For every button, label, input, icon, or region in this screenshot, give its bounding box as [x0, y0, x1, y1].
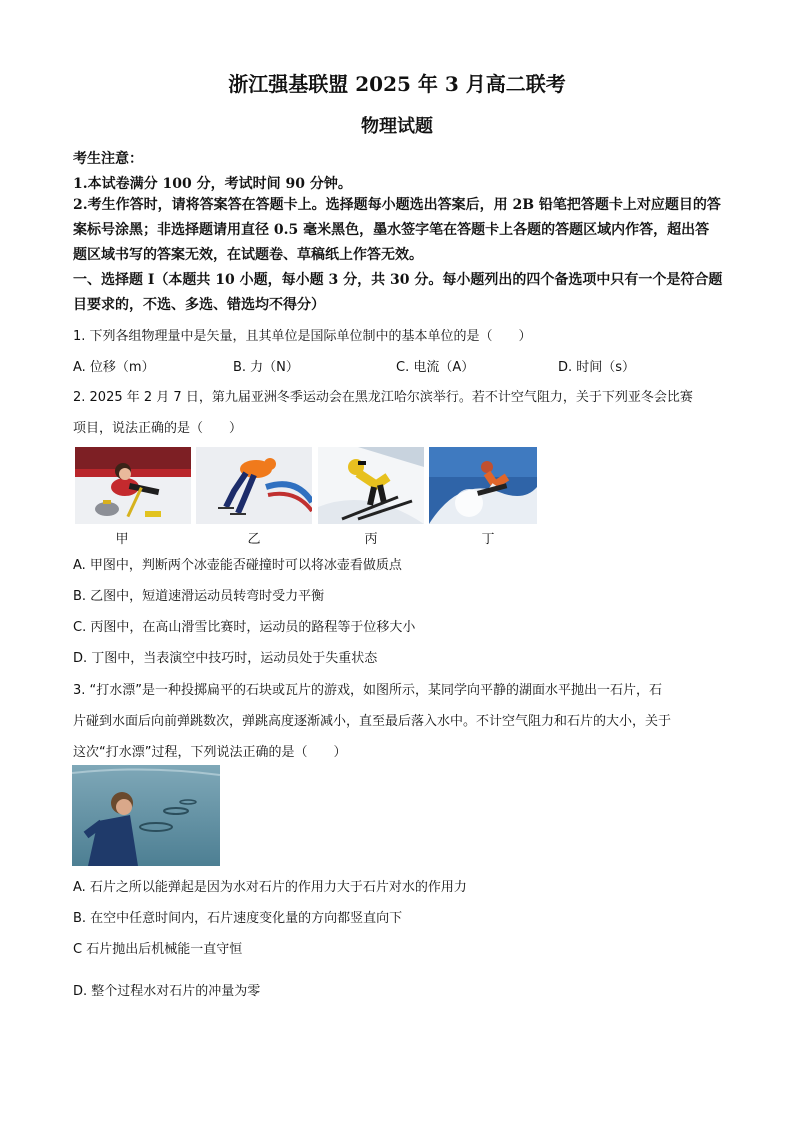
- exam-subtitle: 物理试题: [361, 116, 433, 137]
- question-3-option-b: B. 在空中任意时间内，石片速度变化量的方向都竖直向下: [73, 911, 403, 926]
- question-3-stem-line-3: 这次“打水漂”过程，下列说法正确的是（ ）: [73, 745, 347, 760]
- notice-item-1: 1.本试卷满分 100 分，考试时间 90 分钟。: [73, 176, 352, 192]
- question-2-option-c: C. 丙图中，在高山滑雪比赛时，运动员的路程等于位移大小: [73, 620, 416, 635]
- exam-title: 浙江强基联盟 2025 年 3 月高二联考: [228, 72, 566, 96]
- question-3-option-a: A. 石片之所以能弹起是因为水对石片的作用力大于石片对水的作用力: [73, 880, 467, 895]
- question-1-option-b: B. 力（N）: [233, 360, 299, 375]
- question-2-option-b: B. 乙图中，短道速滑运动员转弯时受力平衡: [73, 589, 325, 604]
- question-1-stem: 1. 下列各组物理量中是矢量，且其单位是国际单位制中的基本单位的是（ ）: [73, 329, 532, 344]
- aerial-skiing-photo: [429, 447, 537, 524]
- stone-skipping-photo: [72, 765, 220, 866]
- figure-caption-bing: 丙: [364, 532, 378, 547]
- question-1-option-d: D. 时间（s）: [558, 360, 636, 375]
- speed-skating-photo: [196, 447, 312, 524]
- question-1-option-a: A. 位移（m）: [73, 360, 155, 375]
- question-2-stem-line-1: 2. 2025 年 2 月 7 日，第九届亚洲冬季运动会在黑龙江哈尔滨举行。若不计空气阻力，关于下列亚冬会比赛: [73, 390, 693, 405]
- section-1-heading: 一、选择题 I（本题共 10 小题，每小题 3 分，共 30 分。每小题列出的四个备选项中只有一个是符合题目要求的，不选、多选、错选均不得分）: [73, 272, 723, 313]
- question-2-option-d: D. 丁图中，当表演空中技巧时，运动员处于失重状态: [73, 651, 378, 666]
- notice-item-2: 2.考生作答时，请将答案答在答题卡上。选择题每小题选出答案后，用 2B 铅笔把答题卡上对应题目的答案标号涂黑；非选择题请用直径 0.5 毫米黑色，墨水签字笔在答题卡上各题的答题区域内作答，超出答题区域书写的答案无效，在试题卷、草稿纸上作答无效。: [73, 197, 721, 263]
- curling-photo: [75, 447, 191, 524]
- figure-caption-yi: 乙: [247, 532, 261, 547]
- question-3-option-c: C 石片抛出后机械能一直守恒: [73, 942, 243, 957]
- question-3-stem-line-2: 片碰到水面后向前弹跳数次，弹跳高度逐渐减小，直至最后落入水中。不计空气阻力和石片的大小，关于: [73, 714, 672, 729]
- question-3-stem-line-1: 3. “打水漂”是一种投掷扁平的石块或瓦片的游戏，如图所示，某同学向平静的湖面水平抛出一石片，石: [73, 683, 663, 698]
- question-3-option-d: D. 整个过程水对石片的冲量为零: [73, 984, 261, 999]
- figure-caption-ding: 丁: [481, 532, 495, 547]
- question-1-option-c: C. 电流（A）: [396, 360, 475, 375]
- figure-caption-jia: 甲: [115, 532, 129, 547]
- question-2-stem-line-2: 项目，说法正确的是（ ）: [73, 421, 243, 436]
- notice-heading: 考生注意：: [73, 151, 143, 167]
- alpine-skiing-photo: [318, 447, 424, 524]
- question-2-option-a: A. 甲图中，判断两个冰壶能否碰撞时可以将冰壶看做质点: [73, 558, 402, 573]
